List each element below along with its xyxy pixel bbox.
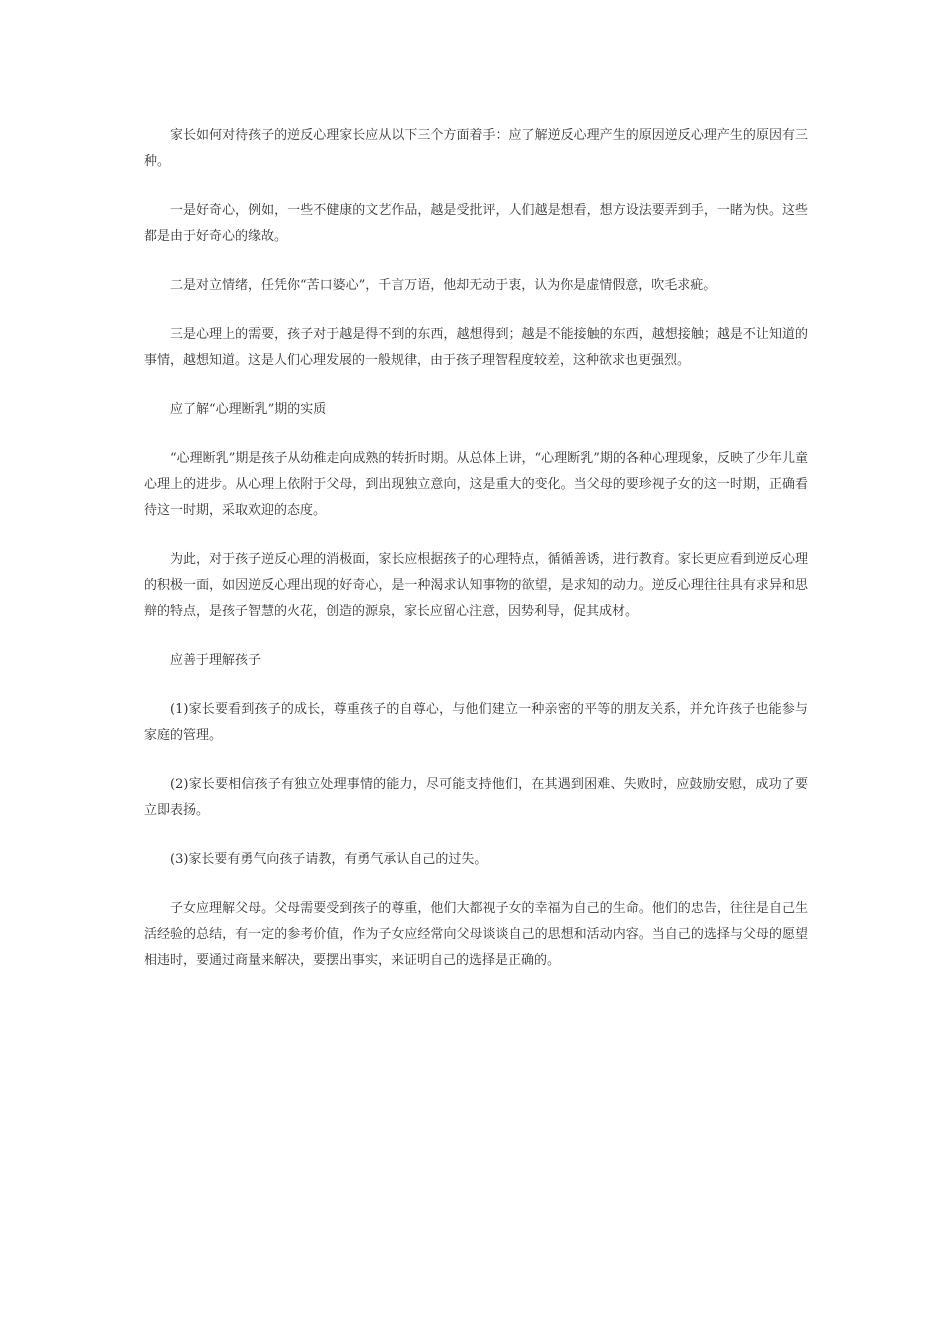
paragraph-curiosity: 一是好奇心，例如，一些不健康的文艺作品，越是受批评，人们越是想看，想方设法要弄到手，一睹为快。这些都是由于好奇心的缘故。 xyxy=(144,203,808,244)
list-item-2: (2)家长要相信孩子有独立处理事情的能力，尽可能支持他们，在其遇到困难、失败时，应鼓励安慰，成功了要立即表扬。 xyxy=(144,777,808,818)
paragraph-intro: 家长如何对待孩子的逆反心理家长应从以下三个方面着手：应了解逆反心理产生的原因逆反心理产生的原因有三种。 xyxy=(144,128,808,169)
list-item-3: (3)家长要有勇气向孩子请教，有勇气承认自己的过失。 xyxy=(170,852,488,867)
paragraph-weaning-period: “心理断乳”期是孩子从幼稚走向成熟的转折时期。从总体上讲，“心理断乳”期的各种心理现象，反映了少年儿童心理上的进步。从心理上依附于父母，到出现独立意向，这是重大的变化。当父母的要珍视子女的这一时期，正确看待这一时期，采取欢迎的态度。 xyxy=(144,451,808,518)
list-item-1: (1)家长要看到孩子的成长，尊重孩子的自尊心，与他们建立一种亲密的平等的朋友关系，并允许孩子也能参与家庭的管理。 xyxy=(144,702,808,743)
document-body xyxy=(144,123,808,997)
paragraph-children-understand-parents: 子女应理解父母。父母需要受到孩子的尊重，他们大都视子女的幸福为自己的生命。他们的忠告，往往是自己生活经验的总结，有一定的参考价值，作为子女应经常向父母谈谈自己的思想和活动内容。当自己的选择与父母的愿望相违时，要通过商量来解决，要摆出事实，来证明自己的选择是正确的。 xyxy=(144,901,808,968)
section-heading-understanding: 应善于理解孩子 xyxy=(170,653,262,668)
paragraph-opposition: 二是对立情绪，任凭你“苦口婆心”，千言万语，他却无动于衷，认为你是虚情假意，吹毛求疵。 xyxy=(170,278,717,293)
paragraph-guidance: 为此，对于孩子逆反心理的消极面，家长应根据孩子的心理特点，循循善诱，进行教育。家长更应看到逆反心理的积极一面，如因逆反心理出现的好奇心，是一种渴求认知事物的欲望，是求知的动力。逆反心理往往具有求异和思辩的特点，是孩子智慧的火花，创造的源泉，家长应留心注意，因势利导，促其成材。 xyxy=(144,552,808,619)
section-heading-weaning: 应了解“心理断乳”期的实质 xyxy=(170,402,327,417)
paragraph-psychological-need: 三是心理上的需要，孩子对于越是得不到的东西，越想得到；越是不能接触的东西，越想接触；越是不让知道的事情，越想知道。这是人们心理发展的一般规律，由于孩子理智程度较差，这种欲求也更强烈。 xyxy=(144,327,808,368)
